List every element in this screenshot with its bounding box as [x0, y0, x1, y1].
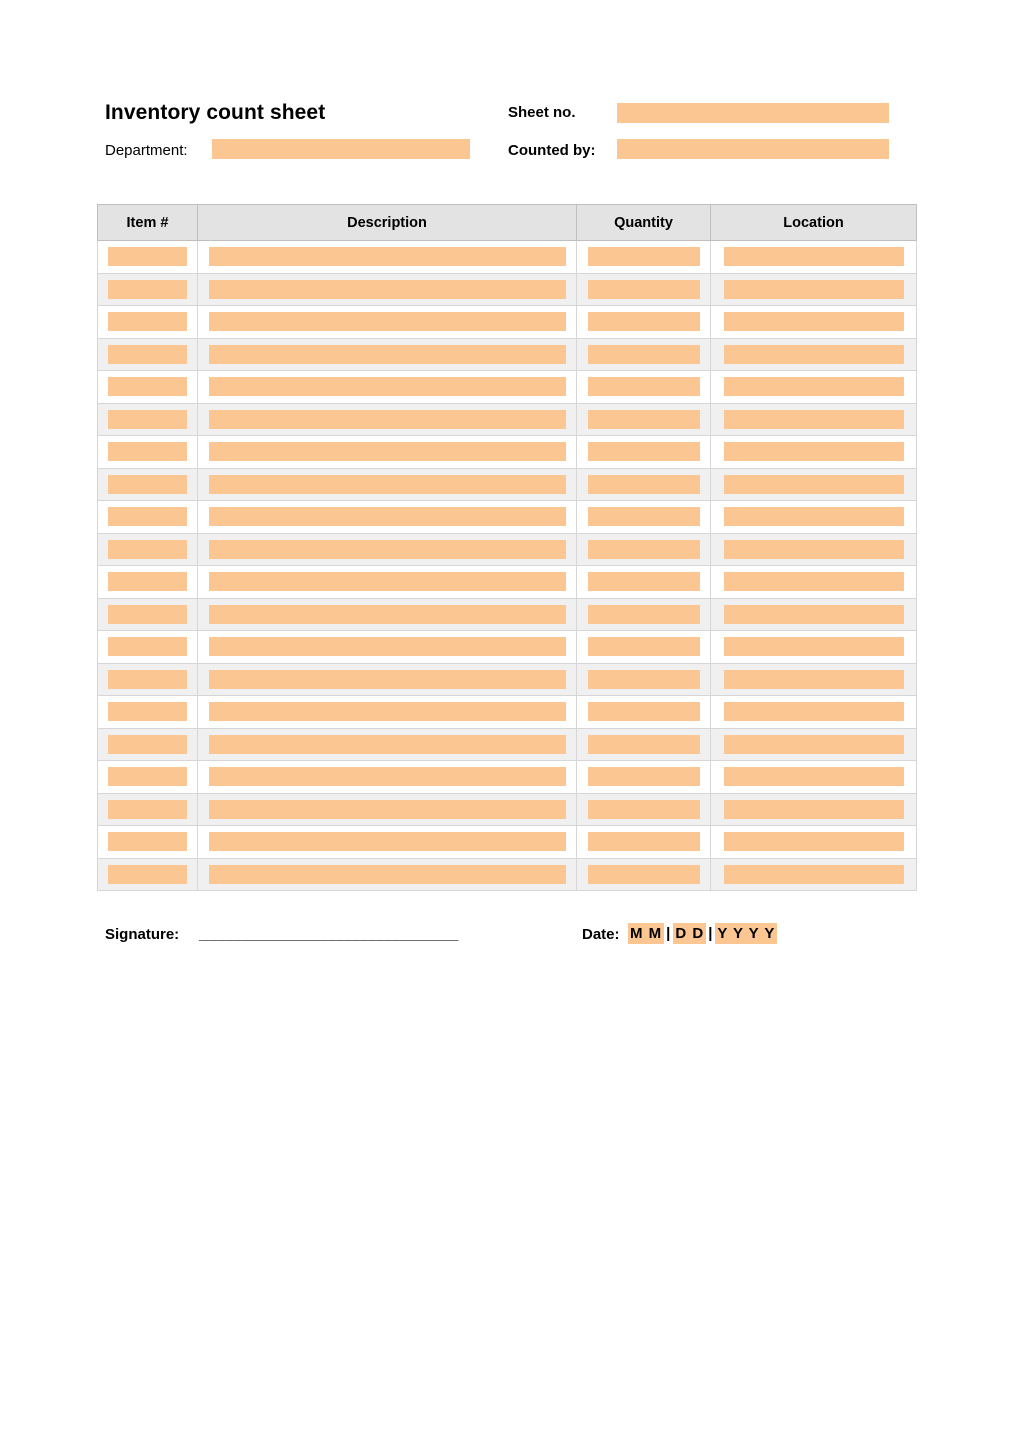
cell-location: [711, 696, 917, 729]
table-row: [98, 371, 917, 404]
date-separator-2: |: [708, 925, 714, 942]
cell-quantity-field[interactable]: [588, 410, 700, 429]
table-row: [98, 598, 917, 631]
cell-item-field[interactable]: [108, 507, 187, 526]
inventory-table: [97, 204, 917, 891]
cell-item-field[interactable]: [108, 312, 187, 331]
cell-description-field[interactable]: [209, 702, 566, 721]
cell-location: [711, 663, 917, 696]
column-header-item: Item #: [98, 205, 198, 241]
cell-location-field[interactable]: [724, 247, 904, 266]
cell-item-field[interactable]: [108, 800, 187, 819]
table-row: [98, 566, 917, 599]
cell-item-field[interactable]: [108, 865, 187, 884]
cell-quantity-field[interactable]: [588, 800, 700, 819]
cell-location-field[interactable]: [724, 312, 904, 331]
department-field[interactable]: [212, 139, 470, 159]
cell-quantity: [577, 306, 711, 339]
cell-description-field[interactable]: [209, 735, 566, 754]
cell-location: [711, 306, 917, 339]
cell-description: [198, 306, 577, 339]
cell-item: [98, 273, 198, 306]
cell-quantity-field[interactable]: [588, 735, 700, 754]
cell-item: [98, 436, 198, 469]
cell-description-field[interactable]: [209, 345, 566, 364]
cell-quantity: [577, 631, 711, 664]
cell-quantity-field[interactable]: [588, 637, 700, 656]
cell-location: [711, 501, 917, 534]
cell-location-field[interactable]: [724, 507, 904, 526]
cell-location: [711, 273, 917, 306]
sheet-no-label: Sheet no.: [508, 104, 576, 121]
cell-description-field[interactable]: [209, 832, 566, 851]
cell-description: [198, 501, 577, 534]
table-row: [98, 858, 917, 891]
cell-quantity: [577, 826, 711, 859]
cell-location-field[interactable]: [724, 767, 904, 786]
cell-item-field[interactable]: [108, 605, 187, 624]
cell-quantity: [577, 533, 711, 566]
cell-item-field[interactable]: [108, 702, 187, 721]
table-row: [98, 501, 917, 534]
cell-description-field[interactable]: [209, 637, 566, 656]
cell-description: [198, 793, 577, 826]
cell-location-field[interactable]: [724, 865, 904, 884]
cell-description: [198, 566, 577, 599]
page-title: Inventory count sheet: [105, 101, 326, 124]
cell-location: [711, 793, 917, 826]
cell-item: [98, 371, 198, 404]
cell-item: [98, 403, 198, 436]
table-row: [98, 793, 917, 826]
cell-item: [98, 241, 198, 274]
cell-description: [198, 826, 577, 859]
cell-description-field[interactable]: [209, 247, 566, 266]
cell-description: [198, 468, 577, 501]
cell-description-field[interactable]: [209, 605, 566, 624]
cell-quantity-field[interactable]: [588, 702, 700, 721]
cell-description: [198, 371, 577, 404]
document-header: [105, 95, 905, 175]
cell-description: [198, 761, 577, 794]
cell-quantity: [577, 696, 711, 729]
cell-item: [98, 761, 198, 794]
cell-quantity-field[interactable]: [588, 442, 700, 461]
cell-description: [198, 436, 577, 469]
counted-by-label: Counted by:: [508, 142, 596, 159]
column-header-location: Location: [711, 205, 917, 241]
cell-item-field[interactable]: [108, 410, 187, 429]
table-row: [98, 631, 917, 664]
cell-location-field[interactable]: [724, 572, 904, 591]
cell-location-field[interactable]: [724, 670, 904, 689]
cell-location-field[interactable]: [724, 735, 904, 754]
cell-quantity-field[interactable]: [588, 767, 700, 786]
signature-line[interactable]: _________________________________: [199, 926, 458, 943]
cell-item: [98, 501, 198, 534]
table-row: [98, 403, 917, 436]
cell-location: [711, 241, 917, 274]
table-row: [98, 761, 917, 794]
cell-item: [98, 533, 198, 566]
cell-quantity: [577, 566, 711, 599]
sheet-no-field[interactable]: [617, 103, 889, 123]
cell-description-field[interactable]: [209, 312, 566, 331]
cell-quantity: [577, 403, 711, 436]
cell-location: [711, 338, 917, 371]
cell-location: [711, 371, 917, 404]
cell-quantity: [577, 273, 711, 306]
table-row: [98, 306, 917, 339]
cell-description: [198, 631, 577, 664]
inventory-table-wrapper: [97, 204, 904, 891]
cell-item: [98, 306, 198, 339]
table-row: [98, 728, 917, 761]
cell-item-field[interactable]: [108, 832, 187, 851]
column-header-description: Description: [198, 205, 577, 241]
cell-quantity: [577, 663, 711, 696]
cell-item: [98, 566, 198, 599]
cell-item-field[interactable]: [108, 767, 187, 786]
cell-description-field[interactable]: [209, 670, 566, 689]
cell-description-field[interactable]: [209, 410, 566, 429]
cell-location: [711, 826, 917, 859]
cell-location: [711, 436, 917, 469]
cell-location-field[interactable]: [724, 442, 904, 461]
cell-quantity: [577, 338, 711, 371]
cell-quantity-field[interactable]: [588, 377, 700, 396]
cell-location-field[interactable]: [724, 540, 904, 559]
cell-item: [98, 696, 198, 729]
cell-item-field[interactable]: [108, 735, 187, 754]
cell-quantity-field[interactable]: [588, 670, 700, 689]
cell-location: [711, 566, 917, 599]
table-row: [98, 338, 917, 371]
cell-quantity-field[interactable]: [588, 572, 700, 591]
cell-quantity-field[interactable]: [588, 865, 700, 884]
date-separator-1: |: [666, 925, 672, 942]
cell-location: [711, 858, 917, 891]
table-header: [98, 205, 917, 241]
cell-quantity-field[interactable]: [588, 280, 700, 299]
cell-quantity-field[interactable]: [588, 475, 700, 494]
cell-location-field[interactable]: [724, 475, 904, 494]
cell-location: [711, 598, 917, 631]
cell-item-field[interactable]: [108, 280, 187, 299]
cell-description: [198, 533, 577, 566]
cell-quantity-field[interactable]: [588, 312, 700, 331]
cell-location-field[interactable]: [724, 280, 904, 299]
cell-location-field[interactable]: [724, 702, 904, 721]
cell-item-field[interactable]: [108, 637, 187, 656]
cell-description: [198, 598, 577, 631]
table-row: [98, 273, 917, 306]
cell-location: [711, 533, 917, 566]
cell-quantity-field[interactable]: [588, 247, 700, 266]
cell-description: [198, 696, 577, 729]
cell-description-field[interactable]: [209, 507, 566, 526]
cell-item: [98, 598, 198, 631]
date-field-group[interactable]: [628, 925, 777, 942]
date-label: Date:: [582, 926, 620, 943]
cell-quantity: [577, 501, 711, 534]
cell-quantity-field[interactable]: [588, 832, 700, 851]
cell-quantity: [577, 793, 711, 826]
cell-location-field[interactable]: [724, 345, 904, 364]
cell-description-field[interactable]: [209, 767, 566, 786]
cell-location: [711, 728, 917, 761]
cell-location-field[interactable]: [724, 637, 904, 656]
table-row: [98, 826, 917, 859]
cell-location-field[interactable]: [724, 800, 904, 819]
cell-item: [98, 631, 198, 664]
cell-item: [98, 468, 198, 501]
cell-item-field[interactable]: [108, 247, 187, 266]
table-body: [98, 241, 917, 891]
cell-description-field[interactable]: [209, 800, 566, 819]
department-label: Department:: [105, 142, 188, 159]
table-row: [98, 533, 917, 566]
column-header-quantity: Quantity: [577, 205, 711, 241]
cell-description-field[interactable]: [209, 540, 566, 559]
cell-quantity: [577, 598, 711, 631]
cell-location-field[interactable]: [724, 605, 904, 624]
cell-location-field[interactable]: [724, 410, 904, 429]
cell-description-field[interactable]: [209, 572, 566, 591]
signature-label: Signature:: [105, 926, 180, 943]
cell-description: [198, 858, 577, 891]
cell-location-field[interactable]: [724, 377, 904, 396]
cell-description: [198, 273, 577, 306]
cell-description: [198, 241, 577, 274]
cell-description: [198, 403, 577, 436]
counted-by-field[interactable]: [617, 139, 889, 159]
cell-description-field[interactable]: [209, 377, 566, 396]
cell-location: [711, 403, 917, 436]
cell-description-field[interactable]: [209, 475, 566, 494]
cell-quantity-field[interactable]: [588, 507, 700, 526]
date-year-field[interactable]: Y Y Y Y: [717, 925, 776, 942]
cell-quantity: [577, 728, 711, 761]
cell-item: [98, 858, 198, 891]
table-row: [98, 468, 917, 501]
table-row: [98, 663, 917, 696]
table-row: [98, 436, 917, 469]
cell-item-field[interactable]: [108, 670, 187, 689]
table-header-row: [98, 205, 917, 241]
cell-item-field[interactable]: [108, 345, 187, 364]
cell-quantity: [577, 436, 711, 469]
cell-quantity: [577, 761, 711, 794]
cell-quantity: [577, 468, 711, 501]
cell-description-field[interactable]: [209, 442, 566, 461]
table-row: [98, 241, 917, 274]
table-row: [98, 696, 917, 729]
cell-quantity: [577, 858, 711, 891]
cell-item: [98, 728, 198, 761]
cell-item: [98, 338, 198, 371]
cell-location-field[interactable]: [724, 832, 904, 851]
cell-item-field[interactable]: [108, 540, 187, 559]
cell-quantity-field[interactable]: [588, 540, 700, 559]
cell-description-field[interactable]: [209, 865, 566, 884]
cell-description: [198, 338, 577, 371]
date-day-field[interactable]: D D: [675, 925, 705, 942]
cell-description: [198, 728, 577, 761]
cell-quantity-field[interactable]: [588, 605, 700, 624]
cell-location: [711, 468, 917, 501]
cell-item: [98, 826, 198, 859]
cell-quantity-field[interactable]: [588, 345, 700, 364]
cell-item-field[interactable]: [108, 475, 187, 494]
cell-quantity: [577, 371, 711, 404]
cell-location: [711, 761, 917, 794]
cell-quantity: [577, 241, 711, 274]
document-footer: [105, 925, 905, 955]
date-month-field[interactable]: M M: [630, 925, 663, 942]
cell-item: [98, 663, 198, 696]
cell-location: [711, 631, 917, 664]
cell-item-field[interactable]: [108, 377, 187, 396]
cell-description-field[interactable]: [209, 280, 566, 299]
cell-item-field[interactable]: [108, 442, 187, 461]
cell-item-field[interactable]: [108, 572, 187, 591]
cell-item: [98, 793, 198, 826]
cell-description: [198, 663, 577, 696]
